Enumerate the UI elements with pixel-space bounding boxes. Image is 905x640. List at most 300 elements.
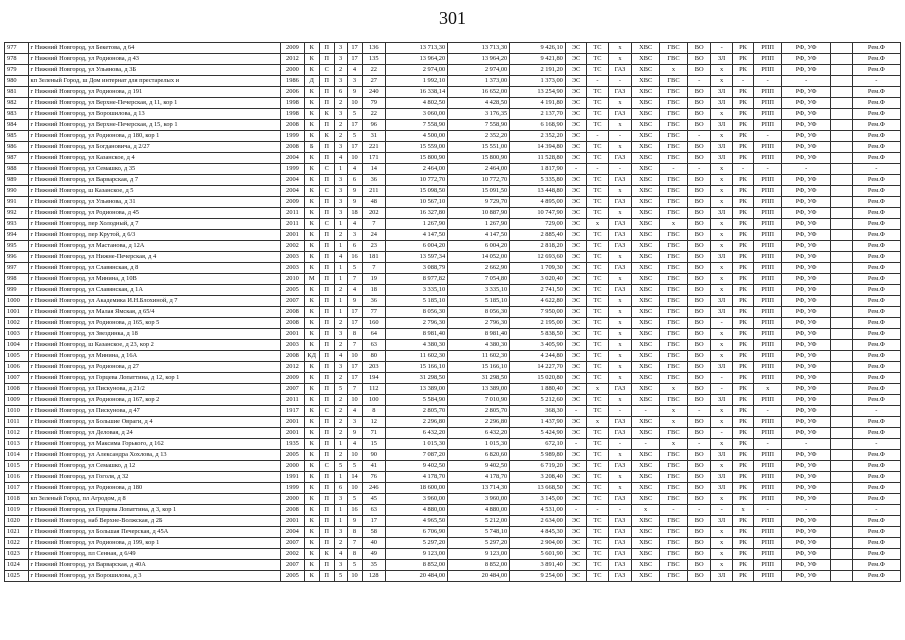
- cell-cold-water: -: [632, 439, 660, 450]
- cell-area-total: 2 296,80: [386, 417, 448, 428]
- cell-entrances: 3: [334, 186, 347, 197]
- cell-floors: 16: [347, 505, 362, 516]
- cell-rpp: -: [754, 76, 782, 87]
- cell-cold-water: ХВС: [632, 351, 660, 362]
- cell-sewer: ВО: [687, 549, 711, 560]
- cell-area-3: 12 693,60: [510, 252, 566, 263]
- cell-area-total: 11 602,30: [386, 351, 448, 362]
- cell-row-number: 987: [5, 153, 29, 164]
- cell-sewer: ВО: [687, 54, 711, 65]
- cell-entrances: 2: [334, 406, 347, 417]
- cell-rpp: РПП: [754, 472, 782, 483]
- cell-address: г Нижний Новгород, ул Варварская, д 7: [28, 175, 281, 186]
- cell-cold-water: ХВС: [632, 450, 660, 461]
- cell-area-2: 15 166,10: [448, 362, 510, 373]
- cell-floors: 17: [347, 120, 362, 131]
- cell-row-number: 1003: [5, 329, 29, 340]
- cell-fund: РФ, УФ: [782, 362, 831, 373]
- cell-entrances: 3: [334, 175, 347, 186]
- cell-area-total: 4 147,50: [386, 230, 448, 241]
- cell-rpp: РПП: [754, 87, 782, 98]
- cell-repair-fund: Рем.Ф: [852, 230, 900, 241]
- cell-entrances: 3: [334, 362, 347, 373]
- table-row: [5, 307, 901, 318]
- cell-area-total: 2 805,70: [386, 406, 448, 417]
- cell-elevator: -: [711, 43, 732, 54]
- table-row: [5, 384, 901, 395]
- cell-floors: 8: [347, 549, 362, 560]
- cell-elevator: х: [711, 164, 732, 175]
- cell-area-2: 6 004,20: [448, 241, 510, 252]
- cell-hot-water: ГВС: [660, 538, 688, 549]
- cell-power: ЭС: [565, 428, 586, 439]
- cell-heat: х: [587, 219, 608, 230]
- cell-elevator: -: [711, 318, 732, 329]
- cell-rpp: РПП: [754, 494, 782, 505]
- cell-sewer: ВО: [687, 87, 711, 98]
- cell-cold-water: ХВС: [632, 527, 660, 538]
- cell-code-b: П: [319, 450, 334, 461]
- cell-cold-water: ХВС: [632, 153, 660, 164]
- cell-area-3: 2 352,20: [510, 131, 566, 142]
- cell-apartments: 27: [362, 76, 386, 87]
- cell-empty: [831, 362, 852, 373]
- cell-entrances: 2: [334, 450, 347, 461]
- cell-floors: 4: [347, 65, 362, 76]
- cell-fund: РФ, УФ: [782, 274, 831, 285]
- cell-area-2: 8 056,30: [448, 307, 510, 318]
- cell-code-a: К: [304, 417, 319, 428]
- cell-elevator: ЗЛ: [711, 252, 732, 263]
- cell-rk: РК: [732, 186, 753, 197]
- cell-rpp: РПП: [754, 263, 782, 274]
- cell-address: г Нижний Новгород, ул Родионова, д 27: [28, 362, 281, 373]
- cell-code-b: П: [319, 560, 334, 571]
- cell-gas: ГАЗ: [608, 153, 632, 164]
- cell-area-2: 13 714,30: [448, 483, 510, 494]
- cell-code-a: К: [304, 340, 319, 351]
- cell-elevator: х: [711, 406, 732, 417]
- cell-code-a: К: [304, 384, 319, 395]
- cell-elevator: ЗЛ: [711, 395, 732, 406]
- cell-year: 2002: [281, 549, 305, 560]
- cell-area-2: 5 297,20: [448, 538, 510, 549]
- cell-sewer: ВО: [687, 153, 711, 164]
- cell-hot-water: ГВС: [660, 120, 688, 131]
- cell-empty: [831, 384, 852, 395]
- cell-empty: [831, 373, 852, 384]
- cell-elevator: х: [711, 131, 732, 142]
- cell-gas: -: [608, 505, 632, 516]
- cell-area-2: 2 796,30: [448, 318, 510, 329]
- cell-hot-water: ГВС: [660, 87, 688, 98]
- cell-hot-water: ГВС: [660, 175, 688, 186]
- cell-entrances: 2: [334, 131, 347, 142]
- cell-year: 2000: [281, 461, 305, 472]
- cell-heat: ТС: [587, 43, 608, 54]
- cell-power: ЭС: [565, 329, 586, 340]
- cell-row-number: 994: [5, 230, 29, 241]
- cell-power: ЭС: [565, 494, 586, 505]
- cell-area-3: 368,30: [510, 406, 566, 417]
- cell-code-a: К: [304, 439, 319, 450]
- cell-heat: ТС: [587, 571, 608, 582]
- cell-cold-water: ХВС: [632, 263, 660, 274]
- cell-floors: 3: [347, 230, 362, 241]
- cell-empty: [831, 494, 852, 505]
- cell-area-total: 1 267,90: [386, 219, 448, 230]
- table-row: [5, 450, 901, 461]
- cell-floors: 17: [347, 54, 362, 65]
- cell-fund: РФ, УФ: [782, 98, 831, 109]
- cell-repair-fund: Рем.Ф: [852, 340, 900, 351]
- cell-row-number: 1006: [5, 362, 29, 373]
- cell-year: 2001: [281, 516, 305, 527]
- cell-repair-fund: Рем.Ф: [852, 219, 900, 230]
- cell-sewer: ВО: [687, 98, 711, 109]
- cell-rk: РК: [732, 362, 753, 373]
- cell-elevator: х: [711, 340, 732, 351]
- cell-rpp: РПП: [754, 527, 782, 538]
- cell-code-a: К: [304, 186, 319, 197]
- cell-empty: [831, 472, 852, 483]
- cell-repair-fund: Рем.Ф: [852, 318, 900, 329]
- table-body: [5, 43, 901, 582]
- cell-code-a: К: [304, 483, 319, 494]
- cell-area-2: 5 185,10: [448, 296, 510, 307]
- cell-entrances: 3: [334, 329, 347, 340]
- cell-address: г Нижний Новгород, пер Холодный, д 7: [28, 219, 281, 230]
- cell-elevator: ЗЛ: [711, 54, 732, 65]
- cell-heat: ТС: [587, 549, 608, 560]
- cell-fund: РФ, УФ: [782, 428, 831, 439]
- cell-area-2: 2 662,90: [448, 263, 510, 274]
- cell-elevator: х: [711, 241, 732, 252]
- cell-code-a: К: [304, 43, 319, 54]
- cell-row-number: 1014: [5, 450, 29, 461]
- cell-apartments: 77: [362, 307, 386, 318]
- cell-code-a: К: [304, 230, 319, 241]
- cell-apartments: 112: [362, 384, 386, 395]
- cell-apartments: 194: [362, 373, 386, 384]
- cell-empty: [831, 406, 852, 417]
- cell-power: ЭС: [565, 142, 586, 153]
- cell-year: 1999: [281, 164, 305, 175]
- cell-code-b: П: [319, 197, 334, 208]
- cell-hot-water: ГВС: [660, 351, 688, 362]
- cell-repair-fund: Рем.Ф: [852, 307, 900, 318]
- cell-gas: х: [608, 54, 632, 65]
- cell-row-number: 984: [5, 120, 29, 131]
- cell-address: г Нижний Новгород, ул Славянская, д 1А: [28, 285, 281, 296]
- cell-floors: 3: [347, 417, 362, 428]
- table-row: [5, 197, 901, 208]
- cell-area-total: 10 567,10: [386, 197, 448, 208]
- cell-rk: РК: [732, 285, 753, 296]
- cell-repair-fund: Рем.Ф: [852, 538, 900, 549]
- cell-area-2: 2 296,80: [448, 417, 510, 428]
- cell-code-b: П: [319, 373, 334, 384]
- cell-year: 2001: [281, 230, 305, 241]
- cell-heat: ТС: [587, 197, 608, 208]
- cell-year: 2009: [281, 197, 305, 208]
- cell-entrances: 2: [334, 65, 347, 76]
- cell-code-b: П: [319, 153, 334, 164]
- cell-sewer: ВО: [687, 241, 711, 252]
- cell-rpp: РПП: [754, 43, 782, 54]
- cell-rk: РК: [732, 142, 753, 153]
- cell-area-3: 2 634,00: [510, 516, 566, 527]
- cell-area-2: 20 484,00: [448, 571, 510, 582]
- table-row: [5, 417, 901, 428]
- cell-fund: РФ, УФ: [782, 208, 831, 219]
- cell-rk: РК: [732, 219, 753, 230]
- cell-year: 2009: [281, 43, 305, 54]
- cell-heat: ТС: [587, 527, 608, 538]
- cell-cold-water: ХВС: [632, 120, 660, 131]
- cell-code-b: С: [319, 406, 334, 417]
- cell-hot-water: ГВС: [660, 142, 688, 153]
- cell-area-2: 4 380,30: [448, 340, 510, 351]
- cell-fund: РФ, УФ: [782, 296, 831, 307]
- cell-area-total: 4 802,50: [386, 98, 448, 109]
- cell-address: г Нижний Новгород, ул Пискунова, д 47: [28, 406, 281, 417]
- cell-sewer: -: [687, 164, 711, 175]
- cell-year: 1935: [281, 439, 305, 450]
- cell-empty: [831, 538, 852, 549]
- cell-elevator: ЗЛ: [711, 483, 732, 494]
- cell-empty: [831, 109, 852, 120]
- cell-cold-water: -: [632, 406, 660, 417]
- cell-floors: 4: [347, 219, 362, 230]
- cell-year: 2007: [281, 384, 305, 395]
- cell-sewer: ВО: [687, 417, 711, 428]
- cell-repair-fund: Рем.Ф: [852, 461, 900, 472]
- cell-code-a: К: [304, 285, 319, 296]
- table-row: [5, 340, 901, 351]
- cell-floors: 17: [347, 307, 362, 318]
- cell-rpp: РПП: [754, 208, 782, 219]
- cell-repair-fund: Рем.Ф: [852, 142, 900, 153]
- cell-empty: [831, 54, 852, 65]
- cell-gas: х: [608, 208, 632, 219]
- cell-rpp: РПП: [754, 296, 782, 307]
- cell-entrances: 1: [334, 274, 347, 285]
- cell-address: г Нижний Новгород, ул Родионова, д 43: [28, 54, 281, 65]
- cell-repair-fund: Рем.Ф: [852, 472, 900, 483]
- cell-rpp: РПП: [754, 285, 782, 296]
- cell-repair-fund: Рем.Ф: [852, 450, 900, 461]
- cell-sewer: -: [687, 439, 711, 450]
- cell-area-3: 4 244,80: [510, 351, 566, 362]
- cell-heat: ТС: [587, 439, 608, 450]
- cell-address: г Нижний Новгород, ш Казанское, д 23, кор 2: [28, 340, 281, 351]
- cell-gas: х: [608, 120, 632, 131]
- cell-repair-fund: Рем.Ф: [852, 186, 900, 197]
- cell-elevator: ЗЛ: [711, 516, 732, 527]
- cell-repair-fund: Рем.Ф: [852, 428, 900, 439]
- cell-floors: 5: [347, 494, 362, 505]
- cell-rpp: РПП: [754, 54, 782, 65]
- cell-floors: 5: [347, 560, 362, 571]
- cell-address: г Нижний Новгород, ул Родионова, д 191: [28, 87, 281, 98]
- cell-rpp: РПП: [754, 340, 782, 351]
- cell-entrances: 3: [334, 494, 347, 505]
- cell-rk: РК: [732, 560, 753, 571]
- cell-area-total: 15 800,90: [386, 153, 448, 164]
- cell-area-3: 11 528,80: [510, 153, 566, 164]
- cell-sewer: ВО: [687, 527, 711, 538]
- cell-elevator: х: [711, 538, 732, 549]
- cell-elevator: х: [711, 560, 732, 571]
- cell-power: ЭС: [565, 252, 586, 263]
- cell-heat: ТС: [587, 340, 608, 351]
- cell-fund: -: [782, 505, 831, 516]
- cell-code-b: С: [319, 461, 334, 472]
- cell-gas: ГАЗ: [608, 65, 632, 76]
- cell-power: ЭС: [565, 461, 586, 472]
- cell-code-b: П: [319, 329, 334, 340]
- cell-hot-water: ГВС: [660, 296, 688, 307]
- cell-code-a: К: [304, 428, 319, 439]
- cell-elevator: х: [711, 76, 732, 87]
- cell-area-3: 672,10: [510, 439, 566, 450]
- cell-fund: РФ, УФ: [782, 87, 831, 98]
- cell-area-total: 3 335,10: [386, 285, 448, 296]
- cell-sewer: -: [687, 131, 711, 142]
- cell-area-total: 2 974,00: [386, 65, 448, 76]
- cell-address: г Нижний Новгород, ул Родионова, д 180: [28, 483, 281, 494]
- cell-code-b: П: [319, 230, 334, 241]
- cell-area-total: 5 185,10: [386, 296, 448, 307]
- cell-hot-water: ГВС: [660, 549, 688, 560]
- table-row: [5, 241, 901, 252]
- cell-floors: 17: [347, 142, 362, 153]
- cell-apartments: 136: [362, 43, 386, 54]
- cell-fund: РФ, УФ: [782, 131, 831, 142]
- cell-code-b: П: [319, 384, 334, 395]
- cell-hot-water: ГВС: [660, 428, 688, 439]
- cell-cold-water: ХВС: [632, 208, 660, 219]
- cell-elevator: х: [711, 285, 732, 296]
- cell-year: 2000: [281, 65, 305, 76]
- cell-area-3: 13 448,80: [510, 186, 566, 197]
- cell-year: 2002: [281, 241, 305, 252]
- cell-heat: х: [587, 384, 608, 395]
- cell-repair-fund: Рем.Ф: [852, 153, 900, 164]
- cell-apartments: 19: [362, 274, 386, 285]
- cell-area-2: 14 052,00: [448, 252, 510, 263]
- cell-heat: ТС: [587, 252, 608, 263]
- cell-fund: -: [782, 439, 831, 450]
- cell-sewer: ВО: [687, 329, 711, 340]
- cell-repair-fund: Рем.Ф: [852, 329, 900, 340]
- table-row: [5, 219, 901, 230]
- cell-fund: РФ, УФ: [782, 318, 831, 329]
- cell-rk: РК: [732, 54, 753, 65]
- cell-fund: РФ, УФ: [782, 219, 831, 230]
- cell-code-a: К: [304, 120, 319, 131]
- cell-rpp: -: [754, 406, 782, 417]
- cell-row-number: 1005: [5, 351, 29, 362]
- cell-year: 2004: [281, 153, 305, 164]
- cell-repair-fund: Рем.Ф: [852, 131, 900, 142]
- table-row: [5, 472, 901, 483]
- cell-area-3: 9 254,00: [510, 571, 566, 582]
- cell-hot-water: ГВС: [660, 472, 688, 483]
- cell-gas: х: [608, 395, 632, 406]
- cell-row-number: 1016: [5, 472, 29, 483]
- cell-rk: РК: [732, 483, 753, 494]
- cell-apartments: 221: [362, 142, 386, 153]
- cell-apartments: 90: [362, 450, 386, 461]
- cell-address: г Нижний Новгород, ул Родионова, д 165, кор 5: [28, 318, 281, 329]
- cell-sewer: ВО: [687, 208, 711, 219]
- cell-code-b: П: [319, 175, 334, 186]
- cell-address: г Нижний Новгород, ул Академика И.Н.Блохиной, д 7: [28, 296, 281, 307]
- cell-hot-water: ГВС: [660, 307, 688, 318]
- cell-rk: РК: [732, 373, 753, 384]
- cell-area-2: 8 981,40: [448, 329, 510, 340]
- cell-floors: 10: [347, 153, 362, 164]
- cell-floors: 5: [347, 461, 362, 472]
- cell-rk: РК: [732, 296, 753, 307]
- cell-year: 2011: [281, 219, 305, 230]
- cell-power: ЭС: [565, 65, 586, 76]
- cell-hot-water: ГВС: [660, 153, 688, 164]
- cell-area-3: 3 208,40: [510, 472, 566, 483]
- cell-cold-water: ХВС: [632, 175, 660, 186]
- cell-cold-water: ХВС: [632, 538, 660, 549]
- cell-floors: 7: [347, 340, 362, 351]
- cell-area-2: 9 123,00: [448, 549, 510, 560]
- cell-rpp: РПП: [754, 571, 782, 582]
- cell-gas: ГАЗ: [608, 560, 632, 571]
- cell-hot-water: ГВС: [660, 318, 688, 329]
- cell-gas: ГАЗ: [608, 428, 632, 439]
- cell-entrances: 2: [334, 428, 347, 439]
- cell-floors: 17: [347, 318, 362, 329]
- cell-year: 2001: [281, 329, 305, 340]
- cell-code-a: К: [304, 197, 319, 208]
- table-row: [5, 164, 901, 175]
- cell-power: ЭС: [565, 131, 586, 142]
- cell-entrances: 6: [334, 483, 347, 494]
- cell-area-2: 10 887,90: [448, 208, 510, 219]
- cell-area-3: 10 747,90: [510, 208, 566, 219]
- cell-row-number: 991: [5, 197, 29, 208]
- cell-code-a: К: [304, 373, 319, 384]
- cell-gas: х: [608, 307, 632, 318]
- cell-gas: х: [608, 318, 632, 329]
- cell-entrances: 1: [334, 241, 347, 252]
- cell-entrances: 2: [334, 373, 347, 384]
- cell-rpp: РПП: [754, 329, 782, 340]
- cell-apartments: 246: [362, 483, 386, 494]
- cell-apartments: 80: [362, 351, 386, 362]
- cell-apartments: 12: [362, 417, 386, 428]
- cell-area-total: 6 004,20: [386, 241, 448, 252]
- cell-sewer: -: [687, 505, 711, 516]
- cell-rk: РК: [732, 450, 753, 461]
- cell-sewer: ВО: [687, 461, 711, 472]
- cell-hot-water: ГВС: [660, 483, 688, 494]
- cell-rk: РК: [732, 406, 753, 417]
- cell-code-a: К: [304, 527, 319, 538]
- cell-rk: РК: [732, 274, 753, 285]
- cell-rpp: РПП: [754, 461, 782, 472]
- cell-sewer: ВО: [687, 494, 711, 505]
